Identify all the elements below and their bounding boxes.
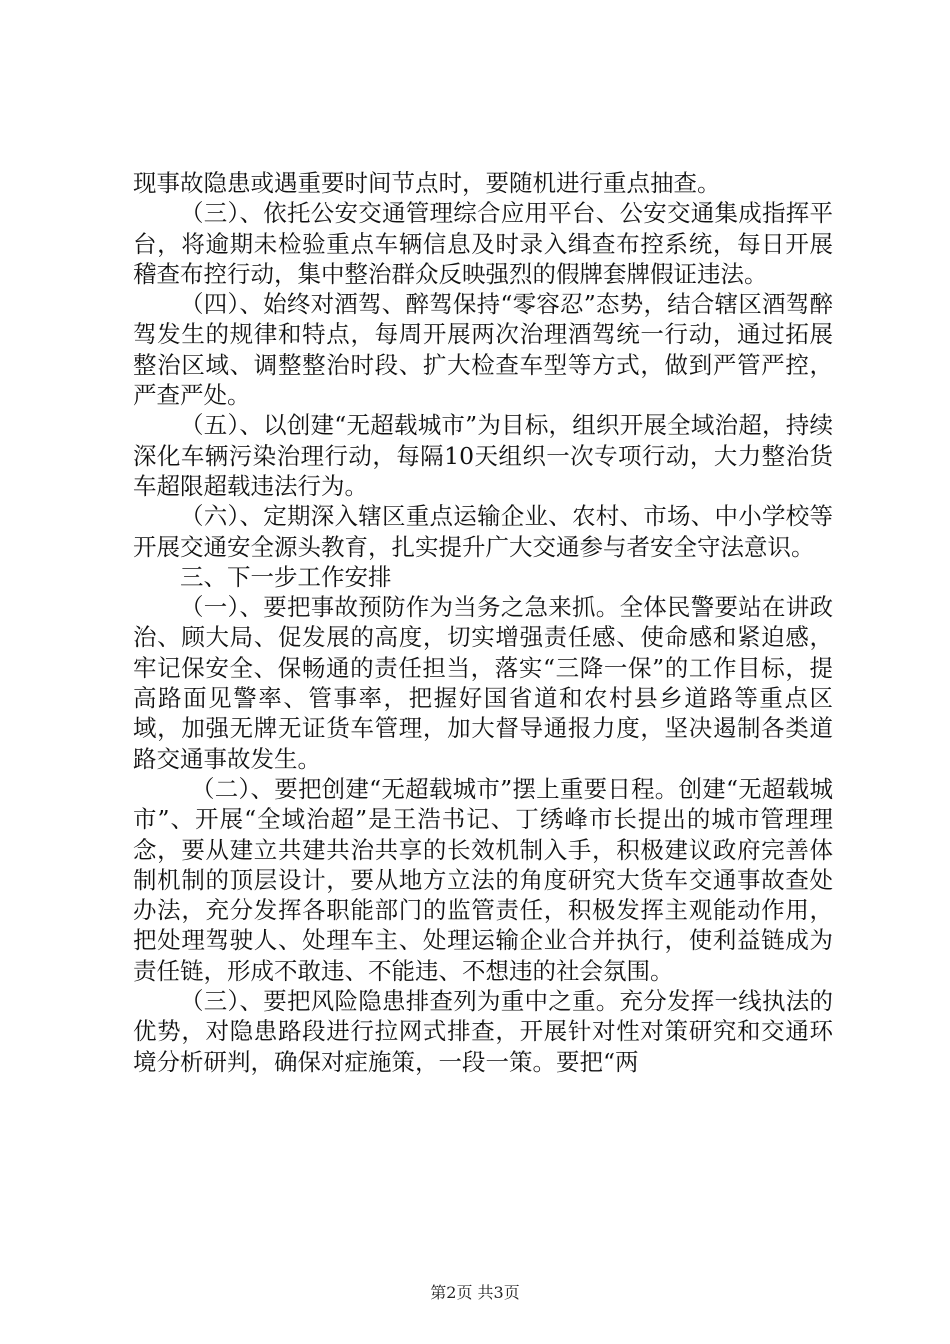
paragraph-item-4: （四）、始终对酒驾、醉驾保持“零容忍”态势，结合辖区酒驾醉驾发生的规律和特点，每周开展两次治理酒驾统一行动，通过拓展整治区域、调整整治时段、扩大检查车型等方式，做到严管严控，严查严处。 bbox=[133, 290, 833, 410]
page-number-label: 第2页 共3页 bbox=[430, 1283, 520, 1302]
paragraph-item-6: （六）、定期深入辖区重点运输企业、农村、市场、中小学校等开展交通安全源头教育，扎实提升广大交通参与者安全守法意识。 bbox=[133, 502, 833, 561]
paragraph-continuation: 现事故隐患或遇重要时间节点时，要随机进行重点抽查。 bbox=[133, 169, 721, 197]
paragraph-item-5: （五）、以创建“无超载城市”为目标，组织开展全域治超，持续深化车辆污染治理行动，每隔10天组织一次专项行动，大力整治货车超限超载违法行为。 bbox=[133, 411, 833, 500]
page-footer bbox=[0, 1280, 950, 1303]
section-heading-next-steps: 三、下一步工作安排 bbox=[180, 562, 392, 591]
paragraph-step-3: （三）、要把风险隐患排查列为重中之重。充分发挥一线执法的优势，对隐患路段进行拉网式排查，开展针对性对策研究和交通环境分析研判，确保对症施策，一段一策。要把“两 bbox=[133, 987, 833, 1076]
paragraph-step-1: （一）、要把事故预防作为当务之急来抓。全体民警要站在讲政治、顾大局、促发展的高度，切实增强责任感、使命感和紧迫感，牢记保安全、保畅通的责任担当，落实“三降一保”的工作目标，提高路面见警率、管事率，把握好国省道和农村县乡道路等重点区域，加强无牌无证货车管理，加大督导通报力度，坚决遏制各类道路交通事故发生。 bbox=[133, 593, 833, 773]
paragraph-item-3: （三）、依托公安交通管理综合应用平台、公安交通集成指挥平台，将逾期未检验重点车辆信息及时录入缉查布控系统，每日开展稽查布控行动，集中整治群众反映强烈的假牌套牌假证违法。 bbox=[133, 199, 833, 288]
document-body bbox=[133, 168, 833, 1077]
paragraph-step-2: （二）、要把创建“无超载城市”摆上重要日程。创建“无超载城市”、开展“全域治超”是王浩书记、丁绣峰市长提出的城市管理理念，要从建立共建共治共享的长效机制入手，积极建议政府完善体制机制的顶层设计，要从地方立法的角度研究大货车交通事故查处办法，充分发挥各职能部门的监管责任，积极发挥主观能动作用，把处理驾驶人、处理车主、处理运输企业合并执行，使利益链成为责任链，形成不敢违、不能违、不想违的社会氛围。 bbox=[133, 774, 833, 985]
